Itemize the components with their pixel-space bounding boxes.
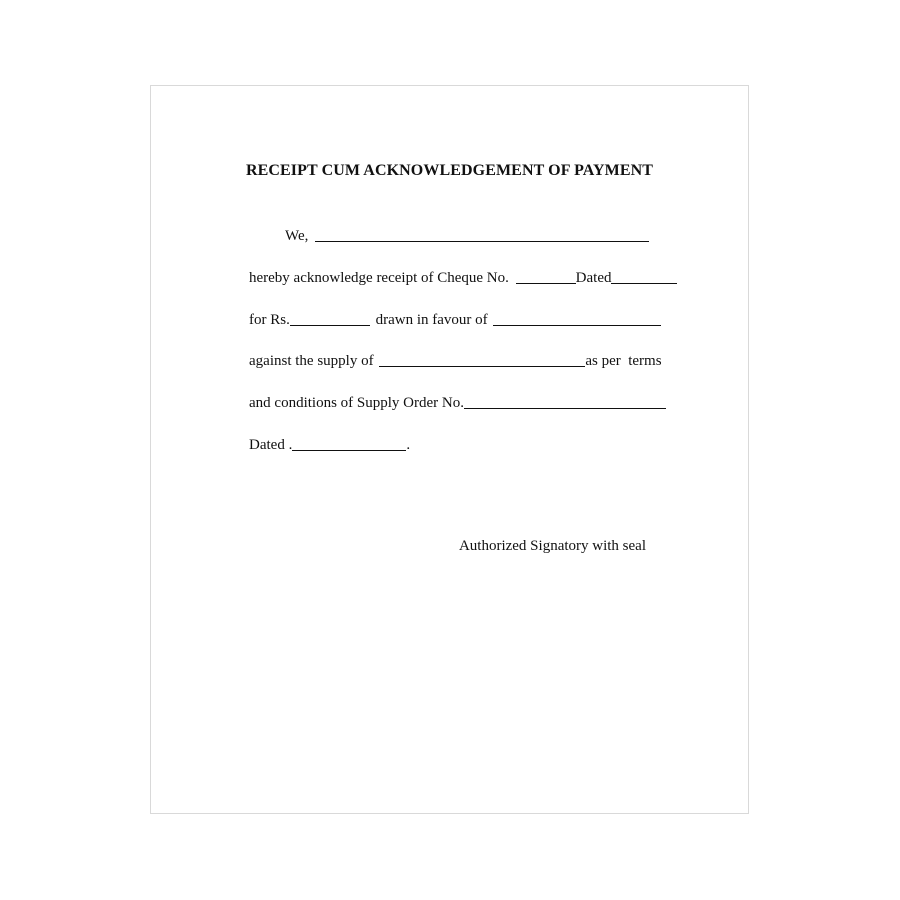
line-cheque	[249, 267, 649, 289]
document-page	[150, 85, 749, 814]
terms-label: as per terms	[585, 353, 662, 369]
line-dated	[249, 434, 649, 456]
line-supply	[249, 350, 662, 372]
line-we	[249, 225, 649, 247]
supply-label: against the supply of	[249, 353, 374, 369]
document-title: RECEIPT CUM ACKNOWLEDGEMENT OF PAYMENT	[245, 162, 654, 179]
amount-label: for Rs.	[249, 312, 290, 328]
favour-label: drawn in favour of	[375, 312, 488, 328]
order-label: and conditions of Supply Order No.	[249, 395, 464, 411]
order-number-blank	[464, 394, 666, 409]
amount-blank	[290, 311, 370, 326]
dated-period: .	[406, 437, 411, 453]
authorized-signatory: Authorized Signatory with seal	[458, 538, 646, 554]
payee-blank	[493, 311, 661, 326]
cheque-dated-label: Dated	[575, 270, 612, 286]
order-dated-label: Dated .	[249, 437, 293, 453]
company-name-blank	[315, 227, 649, 242]
cheque-number-blank	[516, 269, 576, 284]
order-date-blank	[292, 436, 406, 451]
receipt-document	[151, 86, 748, 813]
line-amount	[249, 309, 649, 331]
we-label: We,	[285, 228, 309, 244]
supply-blank	[379, 352, 585, 367]
cheque-date-blank	[611, 269, 677, 284]
line-order	[249, 392, 649, 414]
cheque-label: hereby acknowledge receipt of Cheque No.	[249, 270, 509, 286]
